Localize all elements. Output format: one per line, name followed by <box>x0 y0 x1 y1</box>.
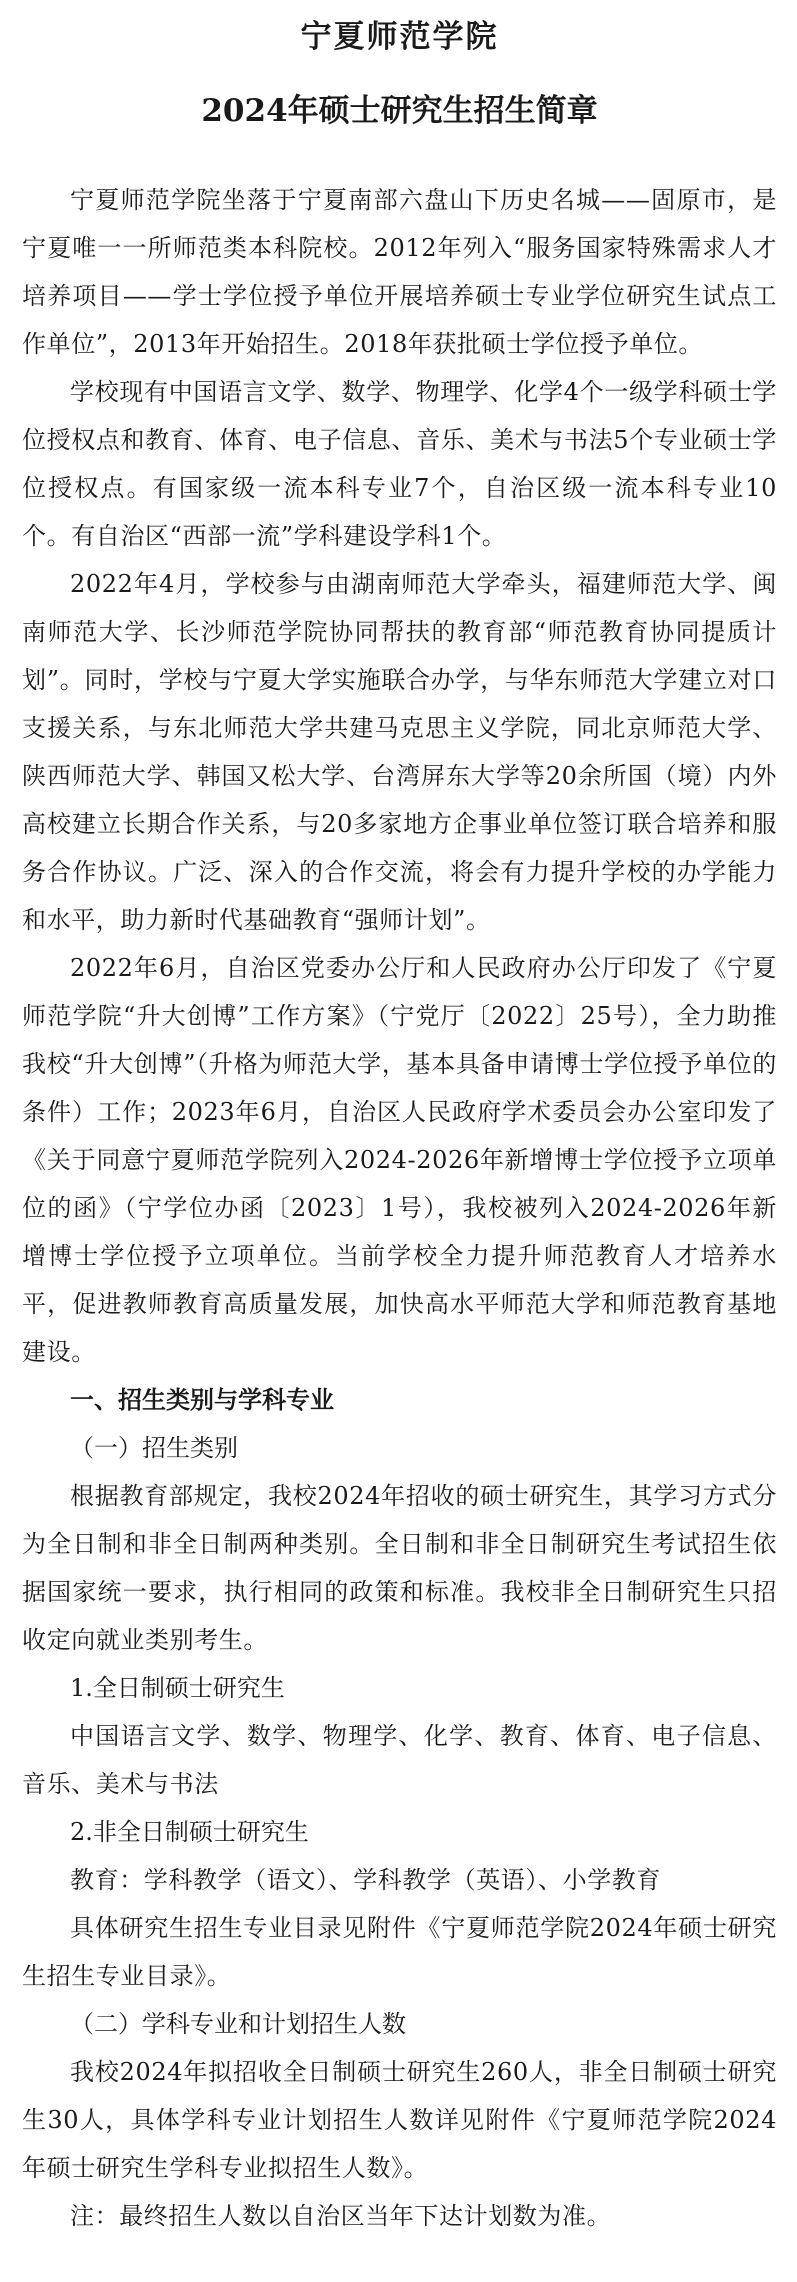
subsection-heading-category: （一）招生类别 <box>70 1434 238 1462</box>
quota-note: 注：最终招生人数以自治区当年下达计划数为准。 <box>70 2202 612 2230</box>
intro-paragraph-1: 宁夏师范学院坐落于宁夏南部六盘山下历史名城——固原市，是宁夏唯一一所师范类本科院校。2012年列入“服务国家特殊需求人才培养项目——学士学位授予单位开展培养硕士专业学位研究生试点工作单位”，2013年开始招生。2018年获批硕士学位授予单位。 <box>22 186 777 358</box>
subsection-heading-quota: （二）学科专业和计划招生人数 <box>70 2010 406 2038</box>
parttime-label: 2.非全日制硕士研究生 <box>70 1818 309 1846</box>
intro-paragraph-4: 2022年6月，自治区党委办公厅和人民政府办公厅印发了《宁夏师范学院“升大创博”工作方案》（宁党厅〔2022〕25号），全力助推我校“升大创博”（升格为师范大学，基本具备申请博士学位授予单位的条件）工作；2023年6月，自治区人民政府学术委员会办公室印发了《关于同意宁夏师范学院列入2024-2026年新增博士学位授予立项单位的函》（宁学位办函〔2023〕1号），我校被列入2024-2026年新增博士学位授予立项单位。当前学校全力提升师范教育人才培养水平，促进教师教育高质量发展，加快高水平师范大学和师范教育基地建设。 <box>22 954 777 1366</box>
quota-paragraph: 我校2024年拟招收全日制硕士研究生260人，非全日制硕士研究生30人，具体学科专业计划招生人数详见附件《宁夏师范学院2024年硕士研究生学科专业拟招生人数》。 <box>22 2058 777 2182</box>
section-heading-enrollment: 一、招生类别与学科专业 <box>70 1386 334 1414</box>
document-subtitle: 2024年硕士研究生招生简章 <box>201 93 598 129</box>
category-paragraph: 根据教育部规定，我校2024年招收的硕士研究生，其学习方式分为全日制和非全日制两种类别。全日制和非全日制研究生考试招生依据国家统一要求，执行相同的政策和标准。我校非全日制研究生只招收定向就业类别考生。 <box>22 1482 777 1654</box>
intro-paragraph-2: 学校现有中国语言文学、数学、物理学、化学4个一级学科硕士学位授权点和教育、体育、电子信息、音乐、美术与书法5个专业硕士学位授权点。有国家级一流本科专业7个，自治区级一流本科专业10个。有自治区“西部一流”学科建设学科1个。 <box>22 378 777 550</box>
fulltime-majors: 中国语言文学、数学、物理学、化学、教育、体育、电子信息、音乐、美术与书法 <box>22 1722 777 1798</box>
catalog-paragraph: 具体研究生招生专业目录见附件《宁夏师范学院2024年硕士研究生招生专业目录》。 <box>22 1914 777 1990</box>
fulltime-label: 1.全日制硕士研究生 <box>70 1674 285 1702</box>
document-title: 宁夏师范学院 <box>300 19 499 55</box>
parttime-majors: 教育：学科教学（语文）、学科教学（英语）、小学教育 <box>70 1866 661 1894</box>
intro-paragraph-3: 2022年4月，学校参与由湖南师范大学牵头，福建师范大学、闽南师范大学、长沙师范学院协同帮扶的教育部“师范教育协同提质计划”。同时，学校与宁夏大学实施联合办学，与华东师范大学建立对口支援关系，与东北师范大学共建马克思主义学院，同北京师范大学、陕西师范大学、韩国又松大学、台湾屏东大学等20余所国（境）内外高校建立长期合作关系，与20多家地方企事业单位签订联合培养和服务合作协议。广泛、深入的合作交流，将会有力提升学校的办学能力和水平，助力新时代基础教育“强师计划”。 <box>22 570 777 934</box>
